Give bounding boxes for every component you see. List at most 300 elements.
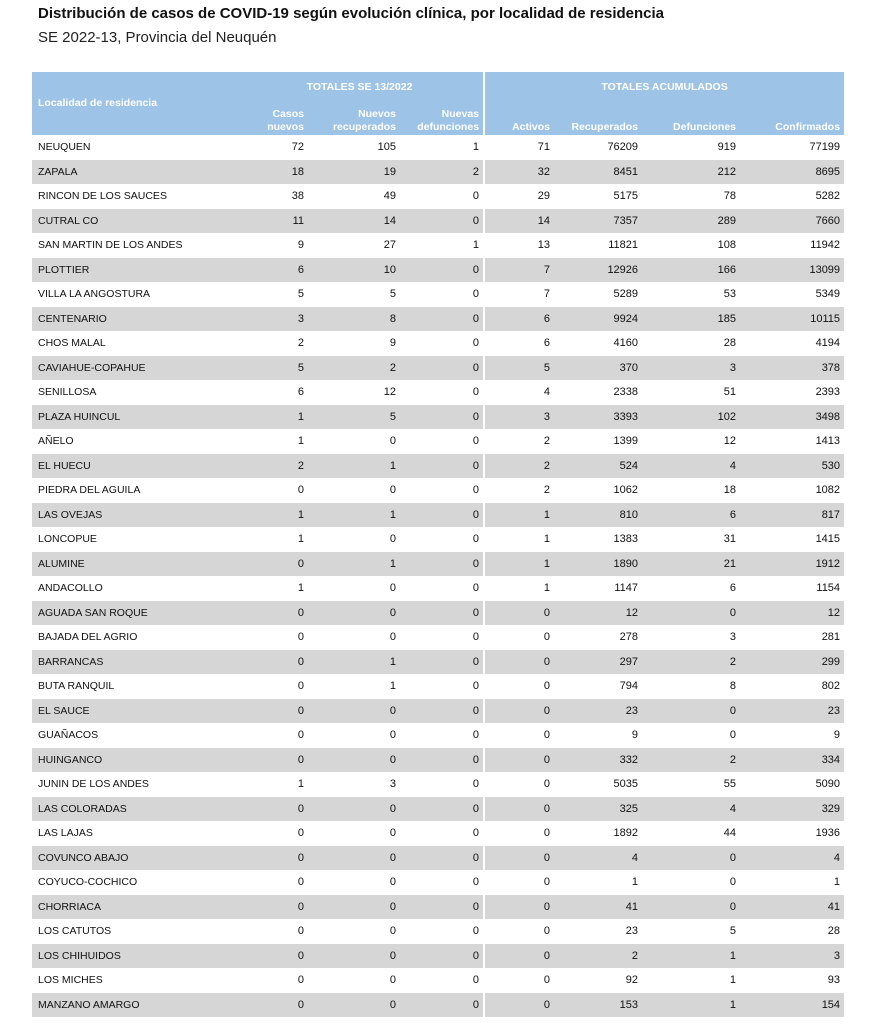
cell-casos-nuevos: 9 [297, 239, 304, 252]
cell-localidad: LAS LAJAS [38, 827, 93, 840]
cell-nuevas-defunciones: 0 [400, 895, 484, 920]
cell-activos: 0 [484, 723, 554, 748]
cell-defunciones: 166 [642, 258, 740, 283]
table-row [32, 625, 844, 650]
cell-activos: 5 [484, 356, 554, 381]
cell-localidad: PIEDRA DEL AGUILA [38, 484, 141, 497]
cell-recuperados: 9924 [554, 307, 642, 332]
cell-localidad: BUTA RANQUIL [38, 680, 115, 693]
table-row [32, 552, 844, 577]
group-header-semana: TOTALES SE 13/2022 [236, 72, 484, 102]
cell-activos: 0 [484, 993, 554, 1018]
cell-defunciones: 3 [642, 356, 740, 381]
cell-confirmados: 4194 [815, 337, 841, 350]
cell-activos: 1 [484, 576, 554, 601]
table-row [32, 821, 844, 846]
cell-casos-nuevos: 0 [236, 748, 308, 773]
table-row [32, 307, 844, 332]
cell-recuperados: 297 [554, 650, 642, 675]
cell-confirmados: 299 [740, 650, 844, 675]
cell-defunciones: 102 [642, 405, 740, 430]
cell-nuevos-recuperados: 10 [308, 258, 400, 283]
cell-activos: 32 [484, 160, 554, 185]
cell-defunciones: 2 [642, 650, 740, 675]
cell-casos-nuevos: 0 [236, 846, 308, 871]
cell-confirmados: 802 [821, 680, 841, 693]
cell-defunciones: 5 [729, 925, 737, 938]
column-header-recuperados: Recuperados [554, 102, 642, 135]
column-header-localidad: Localidad de residencia [32, 72, 236, 135]
cell-nuevas-defunciones: 2 [400, 160, 484, 185]
table-row [32, 993, 844, 1018]
cell-localidad: GUAÑACOS [38, 729, 99, 742]
cell-recuperados: 4 [554, 846, 642, 871]
cell-activos: 0 [484, 625, 554, 650]
cell-nuevas-defunciones: 0 [472, 337, 480, 350]
table-row [32, 723, 844, 748]
cell-activos: 0 [484, 870, 554, 895]
cell-confirmados: 378 [740, 356, 844, 381]
cell-nuevas-defunciones: 0 [400, 993, 484, 1018]
cell-localidad: LAS COLORADAS [32, 797, 236, 822]
cell-casos-nuevos: 11 [236, 209, 308, 234]
cell-nuevos-recuperados: 1 [308, 503, 400, 528]
cell-localidad: EL HUECU [32, 454, 236, 479]
cell-localidad: AÑELO [38, 435, 74, 448]
cell-activos: 71 [484, 135, 554, 160]
cell-recuperados: 1892 [613, 827, 639, 840]
cell-casos-nuevos: 2 [236, 454, 308, 479]
cell-nuevas-defunciones: 0 [472, 974, 480, 987]
cell-confirmados: 41 [740, 895, 844, 920]
cell-nuevas-defunciones: 1 [472, 239, 480, 252]
cell-defunciones: 0 [642, 601, 740, 626]
cell-localidad: COYUCO-COCHICO [38, 876, 138, 889]
table-body [32, 135, 844, 1017]
table-row [32, 356, 844, 381]
cell-defunciones: 1 [642, 993, 740, 1018]
cell-casos-nuevos: 0 [236, 552, 308, 577]
table-row [32, 699, 844, 724]
cell-activos: 1 [484, 503, 554, 528]
cell-nuevos-recuperados: 12 [383, 386, 396, 399]
column-header-nuevas-defunciones: Nuevas defunciones [400, 102, 484, 135]
cell-confirmados: 1082 [815, 484, 841, 497]
cell-nuevos-recuperados: 0 [389, 582, 396, 595]
cell-confirmados: 530 [740, 454, 844, 479]
cell-casos-nuevos: 0 [297, 680, 304, 693]
cell-defunciones: 0 [642, 846, 740, 871]
cell-localidad: COVUNCO ABAJO [32, 846, 236, 871]
cell-nuevas-defunciones: 0 [472, 778, 480, 791]
cell-casos-nuevos: 0 [297, 729, 304, 742]
cell-recuperados: 76209 [607, 141, 639, 154]
table-row [32, 968, 844, 993]
cell-defunciones: 0 [729, 876, 737, 889]
cell-nuevas-defunciones: 0 [472, 435, 480, 448]
cell-nuevas-defunciones: 1 [472, 141, 480, 154]
table-row [32, 209, 844, 234]
column-header-confirmados: Confirmados [740, 102, 844, 135]
cell-nuevos-recuperados: 0 [308, 993, 400, 1018]
cell-recuperados: 1383 [613, 533, 639, 546]
cell-defunciones: 12 [723, 435, 737, 448]
cell-localidad: LAS OVEJAS [32, 503, 236, 528]
cell-confirmados: 9 [833, 729, 841, 742]
cell-nuevos-recuperados: 0 [389, 631, 396, 644]
cell-nuevos-recuperados: 1 [308, 454, 400, 479]
cell-nuevas-defunciones: 0 [400, 405, 484, 430]
table-row [32, 160, 844, 185]
cell-localidad: LOS MICHES [38, 974, 103, 987]
cell-nuevos-recuperados: 8 [308, 307, 400, 332]
cell-localidad: VILLA LA ANGOSTURA [38, 288, 151, 301]
cell-recuperados: 5289 [613, 288, 639, 301]
cell-defunciones: 18 [723, 484, 737, 497]
table-row [32, 135, 844, 160]
cell-defunciones: 53 [723, 288, 737, 301]
cell-activos: 0 [484, 919, 554, 944]
cell-confirmados: 281 [821, 631, 841, 644]
cell-defunciones: 919 [717, 141, 737, 154]
cell-activos: 6 [484, 307, 554, 332]
cell-nuevas-defunciones: 0 [400, 748, 484, 773]
cell-localidad: PLAZA HUINCUL [32, 405, 236, 430]
cell-activos: 0 [484, 699, 554, 724]
cell-confirmados: 77199 [809, 141, 841, 154]
cell-confirmados: 1936 [815, 827, 841, 840]
cell-nuevos-recuperados: 2 [308, 356, 400, 381]
table-row [32, 846, 844, 871]
cell-nuevos-recuperados: 0 [389, 484, 396, 497]
table-row [32, 650, 844, 675]
cell-defunciones: 28 [723, 337, 737, 350]
cell-activos: 7 [484, 282, 554, 307]
cell-casos-nuevos: 0 [297, 974, 304, 987]
cell-defunciones: 0 [729, 729, 737, 742]
cell-recuperados: 1 [631, 876, 639, 889]
cell-localidad: JUNIN DE LOS ANDES [38, 778, 149, 791]
cell-nuevas-defunciones: 0 [400, 601, 484, 626]
cell-casos-nuevos: 1 [236, 405, 308, 430]
column-header-nuevos-recuperados: Nuevos recuperados [308, 102, 400, 135]
cell-casos-nuevos: 6 [236, 258, 308, 283]
cell-recuperados: 1062 [613, 484, 639, 497]
table-row [32, 895, 844, 920]
cell-defunciones: 44 [723, 827, 737, 840]
cell-confirmados: 28 [827, 925, 841, 938]
cell-defunciones: 6 [729, 582, 737, 595]
cell-casos-nuevos: 1 [297, 582, 304, 595]
cell-casos-nuevos: 0 [236, 650, 308, 675]
cell-defunciones: 6 [642, 503, 740, 528]
cell-recuperados: 5175 [613, 190, 639, 203]
cell-localidad: ANDACOLLO [38, 582, 103, 595]
cell-activos: 0 [484, 944, 554, 969]
cell-nuevos-recuperados: 14 [308, 209, 400, 234]
cell-casos-nuevos: 72 [291, 141, 304, 154]
cell-localidad: RINCON DE LOS SAUCES [38, 190, 167, 203]
cell-activos: 0 [484, 650, 554, 675]
cell-activos: 2 [484, 478, 554, 503]
cell-activos: 2 [484, 429, 554, 454]
cell-nuevas-defunciones: 0 [472, 925, 480, 938]
cell-recuperados: 524 [554, 454, 642, 479]
cell-defunciones: 3 [729, 631, 737, 644]
cell-activos: 0 [484, 846, 554, 871]
cell-nuevas-defunciones: 0 [400, 846, 484, 871]
cell-nuevos-recuperados: 0 [389, 435, 396, 448]
cell-nuevas-defunciones: 0 [400, 258, 484, 283]
cell-activos: 0 [484, 821, 554, 846]
cell-confirmados: 334 [740, 748, 844, 773]
cell-casos-nuevos: 18 [236, 160, 308, 185]
cell-nuevas-defunciones: 0 [472, 288, 480, 301]
cell-localidad: CHOS MALAL [38, 337, 106, 350]
cell-activos: 4 [484, 380, 554, 405]
cell-defunciones: 0 [642, 699, 740, 724]
cell-casos-nuevos: 0 [236, 601, 308, 626]
cell-recuperados: 2 [554, 944, 642, 969]
cell-recuperados: 8451 [554, 160, 642, 185]
cell-nuevas-defunciones: 0 [472, 729, 480, 742]
cell-activos: 0 [484, 748, 554, 773]
cell-defunciones: 21 [642, 552, 740, 577]
table-row [32, 944, 844, 969]
table-row [32, 748, 844, 773]
cell-recuperados: 12 [554, 601, 642, 626]
cell-confirmados: 3 [740, 944, 844, 969]
cell-casos-nuevos: 0 [236, 797, 308, 822]
cell-defunciones: 4 [642, 797, 740, 822]
cell-casos-nuevos: 5 [236, 356, 308, 381]
cell-defunciones: 78 [723, 190, 737, 203]
cell-localidad: BARRANCAS [32, 650, 236, 675]
cell-localidad: PLOTTIER [32, 258, 236, 283]
cell-confirmados: 817 [740, 503, 844, 528]
cell-nuevas-defunciones: 0 [472, 190, 480, 203]
table-row [32, 772, 844, 797]
cell-recuperados: 9 [631, 729, 639, 742]
cell-defunciones: 51 [723, 386, 737, 399]
cell-nuevas-defunciones: 0 [400, 454, 484, 479]
table-row [32, 919, 844, 944]
cell-defunciones: 1 [729, 974, 737, 987]
cell-casos-nuevos: 1 [236, 503, 308, 528]
cell-nuevos-recuperados: 0 [389, 876, 396, 889]
cell-casos-nuevos: 0 [297, 631, 304, 644]
table-row [32, 233, 844, 258]
cell-localidad: BAJADA DEL AGRIO [38, 631, 138, 644]
cell-nuevos-recuperados: 27 [383, 239, 396, 252]
cell-nuevos-recuperados: 0 [308, 699, 400, 724]
cell-activos: 6 [484, 331, 554, 356]
cell-confirmados: 3498 [740, 405, 844, 430]
cell-casos-nuevos: 0 [236, 895, 308, 920]
cell-defunciones: 2 [642, 748, 740, 773]
cell-confirmados: 329 [740, 797, 844, 822]
cell-casos-nuevos: 5 [297, 288, 304, 301]
cell-nuevas-defunciones: 0 [400, 552, 484, 577]
cell-activos: 3 [484, 405, 554, 430]
cell-localidad: MANZANO AMARGO [32, 993, 236, 1018]
cell-activos: 0 [484, 968, 554, 993]
table-row [32, 870, 844, 895]
cell-confirmados: 93 [827, 974, 841, 987]
table-row [32, 454, 844, 479]
cell-nuevas-defunciones: 0 [472, 484, 480, 497]
cell-casos-nuevos: 6 [297, 386, 304, 399]
cell-nuevas-defunciones: 0 [472, 533, 480, 546]
cell-localidad: SAN MARTIN DE LOS ANDES [38, 239, 183, 252]
page-title: Distribución de casos de COVID-19 según evolución clínica, por localidad de residencia [38, 5, 665, 22]
cell-recuperados: 1890 [554, 552, 642, 577]
cell-recuperados: 810 [554, 503, 642, 528]
cell-recuperados: 3393 [554, 405, 642, 430]
cell-nuevas-defunciones: 0 [400, 699, 484, 724]
cell-localidad: SENILLOSA [38, 386, 97, 399]
cell-nuevos-recuperados: 0 [308, 944, 400, 969]
cell-confirmados: 1415 [815, 533, 841, 546]
table-row [32, 576, 844, 601]
cell-activos: 13 [484, 233, 554, 258]
cell-activos: 1 [484, 552, 554, 577]
cell-casos-nuevos: 3 [236, 307, 308, 332]
table-row [32, 601, 844, 626]
cell-recuperados: 1147 [614, 582, 639, 595]
cell-confirmados: 13099 [740, 258, 844, 283]
cell-nuevas-defunciones: 0 [472, 582, 480, 595]
column-header-activos: Activos [484, 102, 554, 135]
cell-activos: 0 [484, 895, 554, 920]
cell-nuevos-recuperados: 0 [389, 974, 396, 987]
cell-localidad: EL SAUCE [32, 699, 236, 724]
table-row [32, 380, 844, 405]
cell-recuperados: 41 [554, 895, 642, 920]
cell-defunciones: 55 [723, 778, 737, 791]
cell-casos-nuevos: 1 [297, 435, 304, 448]
cell-activos: 1 [484, 527, 554, 552]
cell-nuevos-recuperados: 105 [377, 141, 396, 154]
cell-casos-nuevos: 0 [236, 944, 308, 969]
cell-activos: 0 [484, 674, 554, 699]
cell-activos: 7 [484, 258, 554, 283]
cell-nuevas-defunciones: 0 [400, 307, 484, 332]
cell-confirmados: 23 [740, 699, 844, 724]
cell-recuperados: 325 [554, 797, 642, 822]
cell-nuevos-recuperados: 5 [308, 405, 400, 430]
table-row [32, 405, 844, 430]
cell-casos-nuevos: 0 [297, 925, 304, 938]
cell-confirmados: 154 [740, 993, 844, 1018]
table-row [32, 503, 844, 528]
cell-localidad: ZAPALA [32, 160, 236, 185]
cell-nuevos-recuperados: 0 [308, 895, 400, 920]
cell-confirmados: 5349 [815, 288, 841, 301]
table-row [32, 282, 844, 307]
cell-casos-nuevos: 0 [297, 876, 304, 889]
cell-recuperados: 7357 [554, 209, 642, 234]
cell-confirmados: 1413 [815, 435, 841, 448]
cell-recuperados: 2338 [613, 386, 639, 399]
column-header-casos-nuevos: Casos nuevos [236, 102, 308, 135]
cell-nuevas-defunciones: 0 [400, 209, 484, 234]
cell-recuperados: 794 [619, 680, 639, 693]
cell-casos-nuevos: 2 [297, 337, 304, 350]
cell-activos: 29 [484, 184, 554, 209]
table-row [32, 478, 844, 503]
cell-casos-nuevos: 0 [297, 827, 304, 840]
cell-recuperados: 370 [554, 356, 642, 381]
cell-nuevos-recuperados: 49 [383, 190, 396, 203]
cell-casos-nuevos: 0 [236, 699, 308, 724]
cell-nuevos-recuperados: 0 [308, 846, 400, 871]
cell-nuevos-recuperados: 0 [308, 748, 400, 773]
cell-confirmados: 1912 [740, 552, 844, 577]
cell-nuevos-recuperados: 19 [308, 160, 400, 185]
cell-nuevas-defunciones: 0 [400, 797, 484, 822]
cell-nuevos-recuperados: 0 [308, 797, 400, 822]
table-row [32, 331, 844, 356]
cell-nuevos-recuperados: 1 [308, 552, 400, 577]
cell-confirmados: 5090 [815, 778, 841, 791]
column-header-defunciones: Defunciones [642, 102, 740, 135]
table-row [32, 674, 844, 699]
cell-activos: 2 [484, 454, 554, 479]
cell-localidad: ALUMINE [32, 552, 236, 577]
cell-nuevos-recuperados: 0 [389, 533, 396, 546]
cell-defunciones: 289 [642, 209, 740, 234]
cell-defunciones: 8 [729, 680, 737, 693]
cell-recuperados: 23 [554, 699, 642, 724]
cell-defunciones: 212 [642, 160, 740, 185]
table-row [32, 797, 844, 822]
cell-activos: 14 [484, 209, 554, 234]
cell-recuperados: 278 [619, 631, 639, 644]
cell-nuevas-defunciones: 0 [472, 386, 480, 399]
cell-casos-nuevos: 1 [297, 778, 304, 791]
cell-casos-nuevos: 0 [236, 993, 308, 1018]
cell-localidad: CENTENARIO [32, 307, 236, 332]
cell-localidad: CUTRAL CO [32, 209, 236, 234]
cell-confirmados: 1 [833, 876, 841, 889]
cell-activos: 0 [484, 601, 554, 626]
cell-nuevos-recuperados: 0 [389, 925, 396, 938]
cell-defunciones: 0 [642, 895, 740, 920]
cell-confirmados: 7660 [740, 209, 844, 234]
cell-casos-nuevos: 38 [291, 190, 304, 203]
cell-nuevas-defunciones: 0 [400, 650, 484, 675]
cell-confirmados: 5282 [815, 190, 841, 203]
cell-nuevos-recuperados: 0 [308, 601, 400, 626]
cell-defunciones: 31 [723, 533, 737, 546]
cell-recuperados: 23 [625, 925, 639, 938]
cell-localidad: HUINGANCO [32, 748, 236, 773]
table-row [32, 527, 844, 552]
page-subtitle: SE 2022-13, Provincia del Neuquén [38, 29, 277, 46]
cell-defunciones: 4 [642, 454, 740, 479]
cell-localidad: AGUADA SAN ROQUE [32, 601, 236, 626]
cell-nuevas-defunciones: 0 [472, 631, 480, 644]
cell-confirmados: 11942 [810, 239, 841, 252]
cell-nuevos-recuperados: 1 [389, 680, 396, 693]
cell-nuevos-recuperados: 0 [389, 827, 396, 840]
cell-nuevos-recuperados: 9 [389, 337, 396, 350]
table-row [32, 429, 844, 454]
cell-defunciones: 185 [642, 307, 740, 332]
cell-nuevas-defunciones: 0 [472, 680, 480, 693]
cell-recuperados: 11821 [608, 239, 639, 252]
